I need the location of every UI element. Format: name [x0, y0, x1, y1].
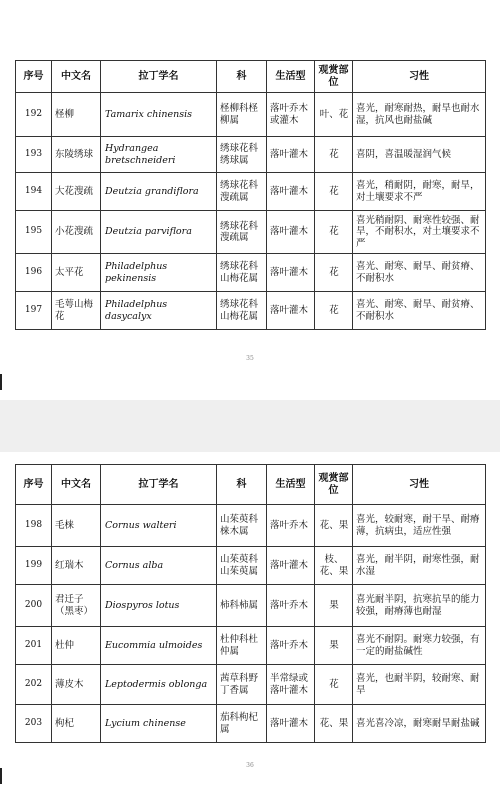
header-part: 观赏部位: [315, 61, 353, 93]
row-part: 果: [315, 627, 353, 665]
row-life-form: 落叶乔木: [267, 585, 315, 627]
table-row: [16, 547, 486, 585]
row-num: 198: [16, 505, 52, 547]
header-habit: 习性: [353, 61, 486, 93]
table-row: [16, 665, 486, 705]
header-habit: 习性: [353, 465, 486, 505]
row-part: 花: [315, 211, 353, 254]
row-num: 195: [16, 211, 52, 254]
row-family: 绣球花科溲疏属: [217, 211, 267, 254]
row-habit: 喜阴，喜温暖湿润气候: [353, 137, 486, 173]
row-num: 193: [16, 137, 52, 173]
row-cn-name: 红瑞木: [52, 547, 101, 585]
row-part: 花、果: [315, 505, 353, 547]
row-life-form: 落叶灌木: [267, 547, 315, 585]
row-family: 绣球花科溲疏属: [217, 173, 267, 211]
row-life-form: 落叶灌木: [267, 173, 315, 211]
header-cn-name: 中文名: [52, 61, 101, 93]
page-number: 35: [246, 355, 254, 362]
row-family: 茄科枸杞属: [217, 705, 267, 743]
row-cn-name: 太平花: [52, 254, 101, 292]
row-latin-name: Eucommia ulmoides: [101, 627, 217, 665]
row-habit: 喜光耐半阴，抗寒抗旱的能力较强，耐瘠薄也耐湿: [353, 585, 486, 627]
row-num: 202: [16, 665, 52, 705]
row-family: 柽柳科柽柳属: [217, 93, 267, 137]
row-part: 枝、花、果: [315, 547, 353, 585]
header-num: 序号: [16, 61, 52, 93]
row-num: 203: [16, 705, 52, 743]
header-life-form: 生活型: [267, 465, 315, 505]
row-habit: 喜光，也耐半阴，较耐寒、耐旱: [353, 665, 486, 705]
row-habit: 喜光，耐半阴，耐寒性强，耐水湿: [353, 547, 486, 585]
row-life-form: 落叶乔木或灌木: [267, 93, 315, 137]
row-cn-name: 大花溲疏: [52, 173, 101, 211]
row-family: 山茱萸科山茱萸属: [217, 547, 267, 585]
row-family: 山茱萸科梾木属: [217, 505, 267, 547]
header-latin: 拉丁学名: [101, 465, 217, 505]
row-latin-name: Hydrangea bretschneideri: [101, 137, 217, 173]
row-cn-name: 薄皮木: [52, 665, 101, 705]
row-latin-name: Tamarix chinensis: [101, 93, 217, 137]
table-row: [16, 254, 486, 292]
row-habit: 喜光、耐寒、耐旱、耐贫瘠、不耐积水: [353, 292, 486, 330]
row-latin-name: Diospyros lotus: [101, 585, 217, 627]
header-family: 科: [217, 465, 267, 505]
row-family: 绣球花科绣球属: [217, 137, 267, 173]
row-life-form: 落叶灌木: [267, 292, 315, 330]
row-latin-name: Lycium chinense: [101, 705, 217, 743]
header-num: 序号: [16, 465, 52, 505]
row-life-form: 落叶灌木: [267, 211, 315, 254]
row-cn-name: 毛萼山梅花: [52, 292, 101, 330]
page-edge-mark: [0, 768, 2, 784]
row-life-form: 半常绿或落叶灌木: [267, 665, 315, 705]
row-life-form: 落叶灌木: [267, 137, 315, 173]
header-part: 观赏部位: [315, 465, 353, 505]
row-cn-name: 君迁子（黑枣）: [52, 585, 101, 627]
row-cn-name: 东陵绣球: [52, 137, 101, 173]
row-cn-name: 毛梾: [52, 505, 101, 547]
row-latin-name: Philadelphus pekinensis: [101, 254, 217, 292]
plant-table-page-35: [15, 60, 486, 330]
row-part: 花: [315, 173, 353, 211]
row-family: 茜草科野丁香属: [217, 665, 267, 705]
table-row: [16, 93, 486, 137]
table-row: [16, 173, 486, 211]
header-family: 科: [217, 61, 267, 93]
page-number: 36: [246, 762, 254, 769]
row-part: 叶、花: [315, 93, 353, 137]
row-habit: 喜光、耐寒、耐旱、耐贫瘠、不耐积水: [353, 254, 486, 292]
header-row: [16, 465, 486, 505]
page-edge-mark: [0, 374, 2, 390]
row-latin-name: Cornus walteri: [101, 505, 217, 547]
row-num: 200: [16, 585, 52, 627]
row-part: 花: [315, 292, 353, 330]
row-life-form: 落叶灌木: [267, 705, 315, 743]
table-row: [16, 585, 486, 627]
header-latin: 拉丁学名: [101, 61, 217, 93]
table-row: [16, 211, 486, 254]
row-habit: 喜光，较耐寒，耐干旱、耐瘠薄，抗病虫，适应性强: [353, 505, 486, 547]
row-latin-name: Cornus alba: [101, 547, 217, 585]
row-life-form: 落叶乔木: [267, 627, 315, 665]
header-cn-name: 中文名: [52, 465, 101, 505]
row-cn-name: 柽柳: [52, 93, 101, 137]
row-cn-name: 枸杞: [52, 705, 101, 743]
row-part: 花: [315, 665, 353, 705]
row-num: 199: [16, 547, 52, 585]
row-cn-name: 杜仲: [52, 627, 101, 665]
row-num: 192: [16, 93, 52, 137]
table-row: [16, 705, 486, 743]
table-row: [16, 505, 486, 547]
row-part: 花: [315, 137, 353, 173]
row-habit: 喜光，稍耐阴，耐寒，耐旱，对土壤要求不严: [353, 173, 486, 211]
row-num: 196: [16, 254, 52, 292]
row-part: 果: [315, 585, 353, 627]
row-habit: 喜光不耐阴。耐寒力较强，有一定的耐盐碱性: [353, 627, 486, 665]
table-row: [16, 627, 486, 665]
row-life-form: 落叶灌木: [267, 254, 315, 292]
row-part: 花: [315, 254, 353, 292]
row-cn-name: 小花溲疏: [52, 211, 101, 254]
row-part: 花、果: [315, 705, 353, 743]
row-num: 201: [16, 627, 52, 665]
row-family: 杜仲科杜仲属: [217, 627, 267, 665]
header-life-form: 生活型: [267, 61, 315, 93]
row-family: 柿科柿属: [217, 585, 267, 627]
page-36: [0, 452, 500, 794]
row-habit: 喜光，耐寒耐热，耐旱也耐水湿，抗风也耐盐碱: [353, 93, 486, 137]
row-num: 197: [16, 292, 52, 330]
row-latin-name: Philadelphus dasycalyx: [101, 292, 217, 330]
row-life-form: 落叶乔木: [267, 505, 315, 547]
table-row: [16, 137, 486, 173]
row-family: 绣球花科山梅花属: [217, 254, 267, 292]
header-row: [16, 61, 486, 93]
row-habit: 喜光稍耐阴、耐寒性较强、耐旱，不耐积水，对土壤要求不严: [353, 211, 486, 254]
row-habit: 喜光喜冷凉，耐寒耐旱耐盐碱: [353, 705, 486, 743]
row-latin-name: Deutzia parviflora: [101, 211, 217, 254]
plant-table-page-36: [15, 464, 486, 743]
table-row: [16, 292, 486, 330]
row-family: 绣球花科山梅花属: [217, 292, 267, 330]
row-latin-name: Deutzia grandiflora: [101, 173, 217, 211]
row-num: 194: [16, 173, 52, 211]
row-latin-name: Leptodermis oblonga: [101, 665, 217, 705]
page-gap: [0, 400, 500, 452]
